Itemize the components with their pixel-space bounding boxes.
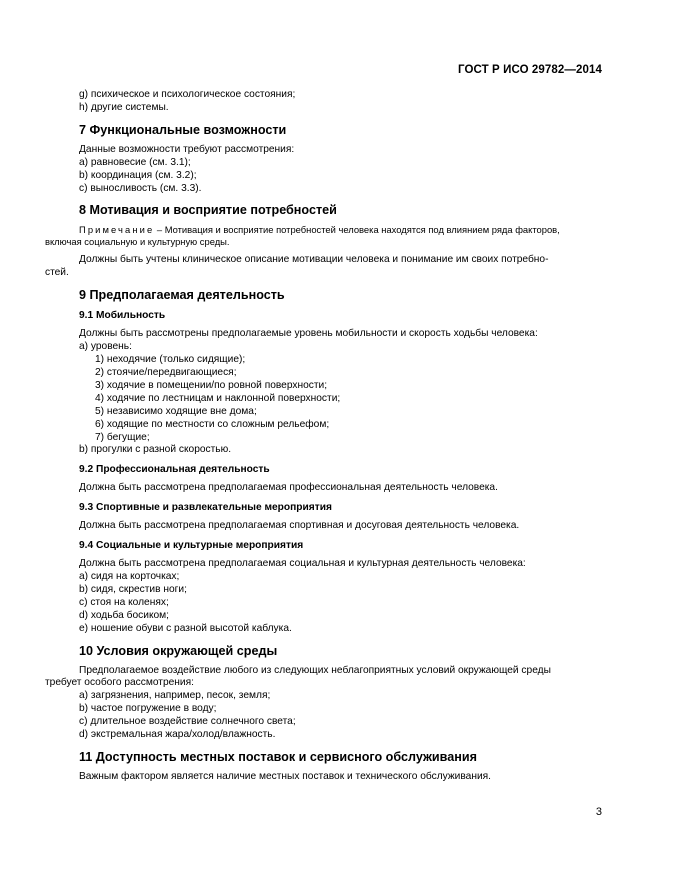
section-9-1-heading: 9.1 Мобильность	[79, 310, 166, 322]
paragraph: Должна быть рассмотрена предполагаемая социальная и культурная деятельность человека:	[79, 558, 526, 570]
note-text: – Мотивация и восприятие потребностей человека находятся под влиянием ряда факторов,	[154, 224, 560, 236]
list-item: 2) стоячие/передвигающиеся;	[95, 366, 237, 378]
list-item: а) равновесие (см. 3.1);	[79, 156, 191, 168]
list-item: c) выносливость (см. 3.3).	[79, 182, 202, 194]
section-10-heading: 10 Условия окружающей среды	[79, 643, 278, 658]
list-item: g) психическое и психологическое состояния;	[79, 89, 296, 100]
page-number: 3	[595, 806, 602, 818]
section-11-heading: 11 Доступность местных поставок и сервисного обслуживания	[79, 750, 477, 764]
section-8-heading: 8 Мотивация и восприятие потребностей	[79, 203, 337, 218]
section-9-3-heading: 9.3 Спортивные и развлекательные мероприятия	[79, 502, 332, 514]
list-item: а) сидя на корточках;	[79, 571, 180, 583]
paragraph: Должны быть учтены клиническое описание мотивации человека и понимание им своих потребно-	[79, 254, 549, 266]
list-item: 1) неходячие (только сидящие);	[95, 354, 246, 366]
list-item: 5) независимо ходящие вне дома;	[95, 405, 257, 417]
page-content	[45, 89, 601, 784]
note-label: Примечание	[79, 224, 155, 236]
paragraph: Предполагаемое воздействие любого из следующих неблагоприятных условий окружающей среды	[79, 664, 551, 676]
list-item: b) координация (см. 3.2);	[79, 169, 197, 181]
paragraph: Должна быть рассмотрена предполагаемая профессиональная деятельность человека.	[79, 482, 498, 494]
note-continuation: включая социальную и культурную среды.	[45, 236, 230, 248]
paragraph-continuation: требует особого рассмотрения:	[45, 677, 194, 689]
document-code: ГОСТ Р ИСО 29782—2014	[457, 64, 602, 76]
list-item: а) загрязнения, например, песок, земля;	[79, 690, 271, 702]
list-item: b) сидя, скрестив ноги;	[79, 583, 187, 595]
list-item: c) стоя на коленях;	[79, 596, 169, 608]
section-9-2-heading: 9.2 Профессиональная деятельность	[79, 464, 270, 476]
paragraph: Данные возможности требуют рассмотрения:	[79, 143, 295, 155]
list-item: c) длительное воздействие солнечного света;	[79, 716, 296, 728]
paragraph-continuation: стей.	[45, 267, 69, 279]
list-item: 6) ходящие по местности со сложным рельефом;	[95, 418, 330, 430]
list-item: d) ходьба босиком;	[79, 609, 170, 621]
list-item: b) частое погружение в воду;	[79, 703, 217, 715]
paragraph: Должна быть рассмотрена предполагаемая спортивная и досуговая деятельность человека.	[79, 520, 520, 532]
note	[79, 224, 601, 236]
paragraph: Должны быть рассмотрены предполагаемые уровень мобильности и скорость ходьбы человека:	[79, 328, 538, 340]
section-7-heading: 7 Функциональные возможности	[79, 122, 287, 137]
list-item: b) прогулки с разной скоростью.	[79, 444, 232, 456]
list-item: h) другие системы.	[79, 101, 169, 113]
list-item: 4) ходячие по лестницам и наклонной поверхности;	[95, 392, 341, 404]
section-9-4-heading: 9.4 Социальные и культурные мероприятия	[79, 540, 304, 552]
list-item: d) экстремальная жара/холод/влажность.	[79, 729, 276, 741]
list-item: 7) бегущие;	[95, 431, 150, 443]
paragraph: Важным фактором является наличие местных поставок и технического обслуживания.	[79, 771, 491, 782]
list-item: 3) ходячие в помещении/по ровной поверхности;	[95, 379, 328, 391]
section-9-heading: 9 Предполагаемая деятельность	[79, 288, 285, 303]
list-item: а) уровень:	[79, 341, 132, 353]
list-item: e) ношение обуви с разной высотой каблука.	[79, 622, 292, 634]
